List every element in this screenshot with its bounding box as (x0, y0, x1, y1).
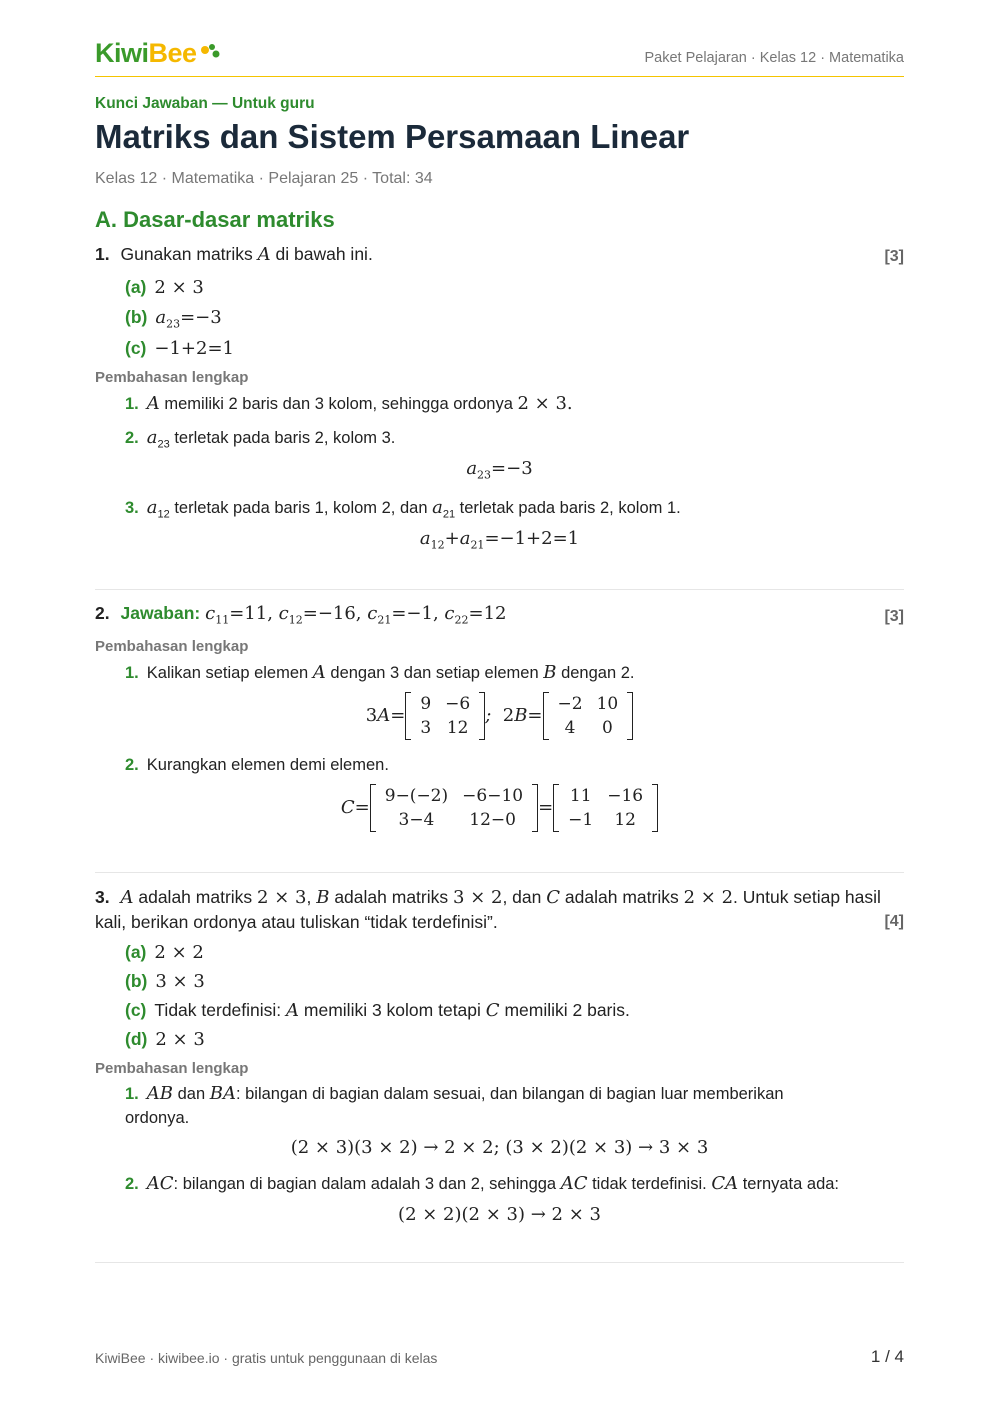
step-number: 2. (125, 429, 139, 447)
marks-badge: [4] (884, 913, 904, 930)
answer-c (125, 338, 234, 359)
bee-dots-icon (199, 43, 223, 61)
divider (95, 589, 904, 590)
breadcrumb: Paket Pelajaran · Kelas 12 · Matematika (644, 50, 904, 66)
solution-heading: Pembahasan lengkap (95, 369, 249, 386)
solution-step (125, 753, 904, 777)
answer-d: (d) 2 × 3 (125, 1029, 205, 1050)
answer-label: Jawaban: (120, 603, 201, 623)
answer-label: (c) (125, 338, 147, 358)
step-number: 1. (125, 395, 139, 413)
display-equation: (2 × 2)(2 × 3) → 2 × 3 (398, 1204, 601, 1225)
matrix-c-work: 9−(−2) −6−10 3−4 12−0 (370, 784, 538, 832)
answer-math: $a_{23}=-3$ (155, 307, 222, 331)
step-number: 1. (125, 664, 139, 682)
solution-step: 3. $a_{12}$ terletak pada baris 1, kolom 2, dan $a_{21}$ terletak pada baris 2, kolom 1. (125, 497, 681, 521)
divider (95, 1262, 904, 1263)
display-equation: C= 9−(−2) −6−10 3−4 12−0 = 11 −16 −1 12 (95, 784, 904, 832)
solution-step: 2. $a_{23}$ terletak pada baris 2, kolom 3. (125, 427, 396, 451)
matrix-2b: −2 10 4 0 (543, 692, 634, 740)
answer-key-kicker: Kunci Jawaban — Untuk guru (95, 95, 315, 112)
footer-text: KiwiBee · kiwibee.io · gratis untuk penggunaan di kelas (95, 1350, 438, 1366)
matrix-var: A (257, 244, 271, 265)
marks-badge: [3] (884, 248, 904, 265)
solution-step: 2. AC: bilangan di bagian dalam adalah 3 dan 2, sehingga AC tidak terdefinisi. CA ternyata ada: (125, 1173, 840, 1194)
solution-heading: Pembahasan lengkap (95, 638, 249, 655)
answer-math: −1+2=1 (154, 338, 234, 359)
answer-math: $c_{11}=11$, $c_{12}=-16$, $c_{21}=-1$, $c_{22}=12$ (205, 603, 507, 627)
display-equation: (2 × 3)(3 × 2) → 2 × 2; (3 × 2)(2 × 3) → 3 × 3 (290, 1137, 709, 1158)
answer-math: 2 × 3 (154, 277, 204, 298)
question-text: Gunakan matriks (120, 244, 253, 264)
solution-heading: Pembahasan lengkap (95, 1060, 249, 1077)
answer-c: (c) Tidak terdefinisi: A memiliki 3 kolom tetapi C memiliki 2 baris. (125, 1000, 630, 1021)
page-number: 1 / 4 (870, 1347, 904, 1366)
step-math: 2 × 3. (517, 393, 573, 414)
display-equation: $a_{12}+a_{21}=-1+2=1$ (419, 528, 580, 552)
section-heading-a: A. Dasar-dasar matriks (95, 207, 335, 232)
answer-a (125, 277, 204, 298)
step-text: memiliki 2 baris dan 3 kolom, sehingga ordonya (164, 395, 513, 413)
step-text: dengan 3 dan setiap elemen (330, 664, 539, 682)
worksheet-page (95, 0, 904, 1413)
step-text: Kurangkan elemen demi elemen. (146, 756, 389, 774)
step-number: 3. (125, 499, 139, 517)
question-number: 1. (95, 244, 110, 264)
question-3: 3. A adalah matriks 2 × 3, B adalah matriks 3 × 2, dan C adalah matriks 2 × 2. Untuk setiap hasil kali, berikan ordonya atau tuliskan “tidak terdefinisi”. (95, 887, 881, 932)
step-text: Kalikan setiap elemen (146, 664, 309, 682)
display-equation: $a_{23}=-3$ (466, 458, 533, 482)
question-2 (95, 603, 507, 627)
step-text: terletak pada baris 1, kolom 2, dan (174, 499, 428, 517)
logo-kiwi-text: Kiwi (95, 38, 149, 68)
logo-bee-text: Bee (148, 38, 197, 68)
answer-label: (a) (125, 277, 147, 297)
lesson-meta: Kelas 12 · Matematika · Pelajaran 25 · Total: 34 (95, 170, 433, 187)
question-text: kali, berikan ordonya atau tuliskan “tidak terdefinisi”. (95, 912, 498, 932)
matrix-c-result: 11 −16 −1 12 (553, 784, 658, 832)
page-title: Matriks dan Sistem Persamaan Linear (95, 118, 690, 155)
step-number: 2. (125, 756, 139, 774)
answer-b (125, 307, 222, 331)
answer-b: (b) 3 × 3 (125, 971, 205, 992)
step-text: terletak pada baris 2, kolom 3. (174, 429, 396, 447)
step-text: dengan 2. (561, 664, 635, 682)
solution-step: 1. AB dan BA: bilangan di bagian dalam sesuai, dan bilangan di bagian luar memberikan ordonya. (125, 1083, 784, 1127)
answer-label: (b) (125, 307, 148, 327)
solution-step: 1. Kalikan setiap elemen A dengan 3 dan setiap elemen B dengan 2. (125, 662, 635, 683)
question-text: di bawah ini. (275, 244, 373, 264)
display-equation: 3A= 9 −6 3 12 ; 2B= −2 10 4 0 (95, 692, 904, 740)
step-text: terletak pada baris 2, kolom 1. (459, 499, 681, 517)
question-1 (95, 244, 373, 265)
marks-badge: [3] (884, 608, 904, 625)
question-number: 3. (95, 887, 110, 907)
answer-a: (a) 2 × 2 (125, 942, 204, 963)
page-header (95, 38, 904, 77)
kiwibee-logo (95, 38, 197, 69)
matrix-3a: 9 −6 3 12 (405, 692, 485, 740)
question-number: 2. (95, 603, 110, 623)
solution-step: 1. A memiliki 2 baris dan 3 kolom, sehingga ordonya 2 × 3. (125, 393, 573, 414)
divider (95, 872, 904, 873)
